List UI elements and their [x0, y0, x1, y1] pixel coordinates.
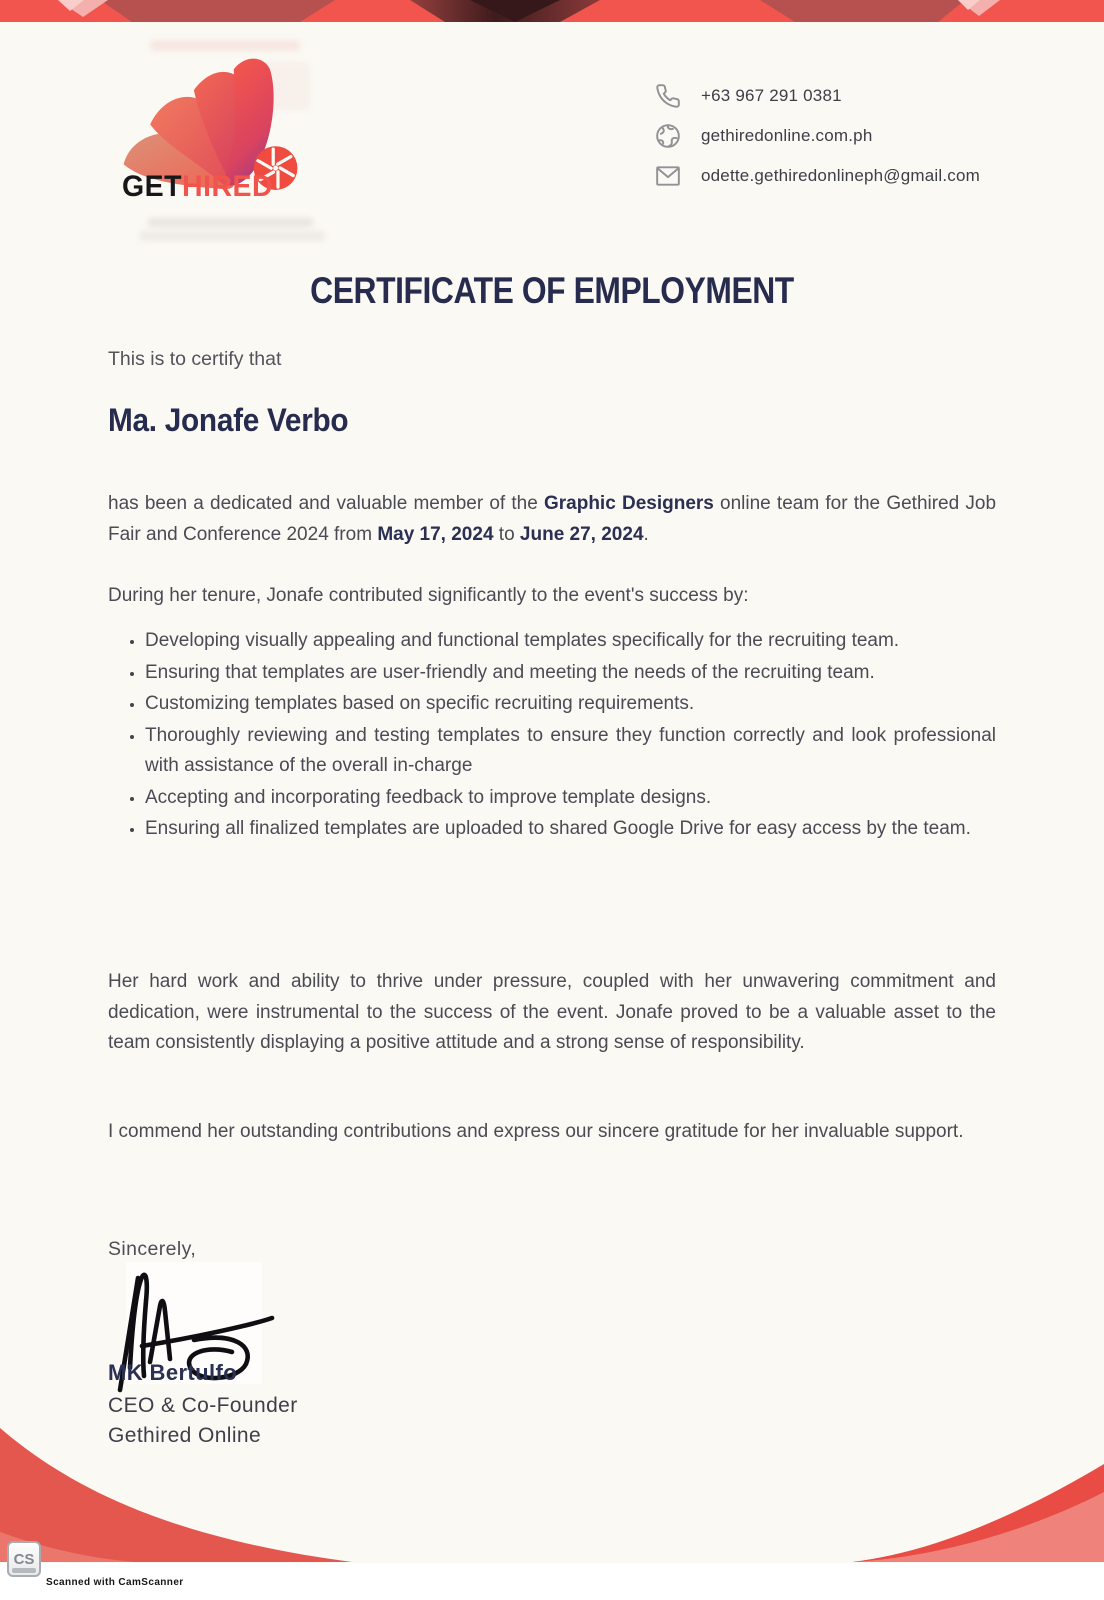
signer-name: MK Bertulfo — [108, 1360, 238, 1385]
bottom-right-wave-decoration — [852, 1460, 1104, 1563]
website-url: gethiredonline.com.ph — [701, 126, 873, 145]
globe-icon — [655, 123, 681, 149]
certificate-title: CERTIFICATE OF EMPLOYMENT — [310, 270, 794, 311]
contribution-item: • Accepting and incorporating feedback to improve template designs. — [145, 783, 996, 814]
intro-line: This is to certify that — [108, 348, 282, 370]
contribution-item: • Ensuring that templates are user-friendly and meeting the needs of the recruiting team. — [145, 658, 996, 689]
scan-artifact — [140, 231, 325, 241]
email-address: odette.gethiredonlineph@gmail.com — [701, 166, 981, 185]
scan-artifact — [148, 218, 313, 227]
salutation: Sincerely, — [108, 1238, 197, 1260]
logo-text-hired: HIRED — [182, 170, 274, 203]
contact-email-row — [655, 162, 1015, 190]
contribution-item: • Thoroughly reviewing and testing templates to ensure they function correctly and look professional with assistance of the overall in-charge — [145, 721, 996, 782]
closing-paragraph-1: Her hard work and ability to thrive under pressure, coupled with her unwavering commitment and dedication, were instrumental to the success of the event. Jonafe proved to be a valuable asset to the team consistently displaying a positive attitude and a strong sense of responsibility. — [108, 971, 996, 1053]
phone-icon — [655, 83, 681, 109]
membership-paragraph: has been a dedicated and valuable member of the Graphic Designers online team for the Gethired Job Fair and Conference 2024 from May 17, 2024 to June 27, 2024. — [108, 493, 997, 545]
signer-company: Gethired Online — [108, 1424, 262, 1447]
employee-name: Ma. Jonafe Verbo — [108, 402, 349, 438]
contact-info — [655, 82, 1015, 202]
contact-website-row — [655, 122, 1015, 150]
tenure-lead: During her tenure, Jonafe contributed significantly to the event's success by: — [108, 585, 749, 606]
top-banner-decoration — [0, 0, 1104, 22]
scan-artifact — [150, 40, 300, 51]
email-icon — [655, 163, 681, 189]
contact-phone-row — [655, 82, 1015, 110]
scanner-watermark-text: Scanned with CamScanner — [46, 1577, 184, 1588]
logo-text-get: GET — [122, 170, 183, 203]
scanner-footer-strip — [0, 1550, 1104, 1600]
bottom-left-wave-decoration — [0, 1420, 360, 1563]
contributions-list — [108, 626, 996, 846]
contribution-item: • Customizing templates based on specific recruiting requirements. — [145, 689, 996, 720]
phone-number: +63 967 291 0381 — [701, 86, 842, 105]
logo-wordmark — [122, 170, 273, 204]
signer-role: CEO & Co-Founder — [108, 1394, 298, 1417]
contribution-item: • Developing visually appealing and functional templates specifically for the recruiting team. — [145, 626, 996, 657]
closing-paragraph-2: I commend her outstanding contributions and express our sincere gratitude for her invaluable support. — [108, 1121, 964, 1142]
contribution-item: • Ensuring all finalized templates are uploaded to shared Google Drive for easy access by the team. — [145, 814, 996, 845]
camscanner-icon: CS — [7, 1541, 41, 1577]
